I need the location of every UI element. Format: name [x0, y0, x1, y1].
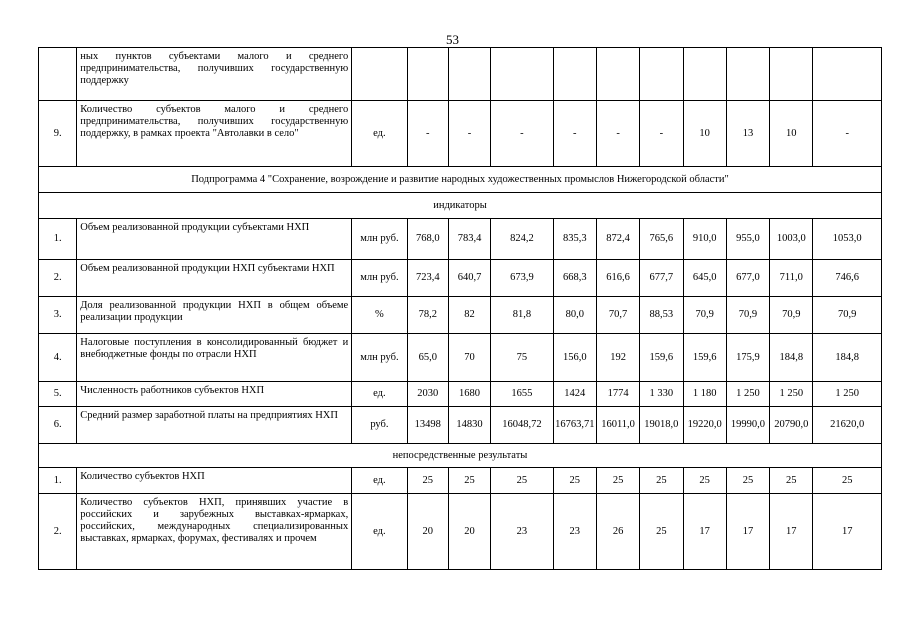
value-cell: 2030 [407, 382, 448, 407]
value-cell: 25 [491, 468, 553, 494]
value-cell: 88,53 [640, 297, 683, 334]
indicators-table [38, 47, 882, 570]
unit-cell: млн руб. [352, 334, 407, 382]
value-cell: 25 [683, 468, 726, 494]
value-cell: 159,6 [683, 334, 726, 382]
value-cell: 192 [596, 334, 639, 382]
unit-cell: ед. [352, 101, 407, 167]
value-cell: 723,4 [407, 260, 448, 297]
value-cell: 19018,0 [640, 407, 683, 444]
value-cell: - [407, 101, 448, 167]
value-cell: 872,4 [596, 219, 639, 260]
value-cell: 910,0 [683, 219, 726, 260]
indicator-name: ных пунктов субъектами малого и среднего предпринимательства, получивших государственную поддержку [77, 48, 352, 101]
value-cell: 65,0 [407, 334, 448, 382]
value-cell: 645,0 [683, 260, 726, 297]
value-cell: 16011,0 [596, 407, 639, 444]
value-cell: 1 250 [726, 382, 769, 407]
value-cell [448, 48, 490, 101]
row-number: 2. [39, 260, 77, 297]
value-cell: 20 [448, 494, 490, 570]
value-cell: 955,0 [726, 219, 769, 260]
value-cell: 20790,0 [770, 407, 813, 444]
value-cell: 616,6 [596, 260, 639, 297]
value-cell: 26 [596, 494, 639, 570]
row-number: 1. [39, 468, 77, 494]
value-cell: 25 [553, 468, 596, 494]
value-cell: 768,0 [407, 219, 448, 260]
value-cell: 17 [770, 494, 813, 570]
indicator-name: Налоговые поступления в консолидированный бюджет и внебюджетные фонды по отрасли НХП [77, 334, 352, 382]
value-cell: 70 [448, 334, 490, 382]
value-cell: 14830 [448, 407, 490, 444]
value-cell: 1680 [448, 382, 490, 407]
value-cell: 640,7 [448, 260, 490, 297]
indicator-name: Количество субъектов НХП, принявших участие в российских и зарубежных выставках-ярмарках, российских, международных специализированных выставках, ярмарках, форумах, фестивалях и прочем [77, 494, 352, 570]
value-cell: 21620,0 [813, 407, 882, 444]
row-number: 9. [39, 101, 77, 167]
table-row [39, 193, 882, 219]
row-number [39, 48, 77, 101]
value-cell: 20 [407, 494, 448, 570]
value-cell: - [553, 101, 596, 167]
table-row [39, 48, 882, 101]
value-cell [491, 48, 553, 101]
value-cell: 156,0 [553, 334, 596, 382]
value-cell: - [640, 101, 683, 167]
value-cell: 824,2 [491, 219, 553, 260]
section-header-indicators: индикаторы [39, 193, 882, 219]
value-cell: 668,3 [553, 260, 596, 297]
table-row [39, 334, 882, 382]
value-cell: 765,6 [640, 219, 683, 260]
indicator-name: Количество субъектов малого и среднего предпринимательства, получивших государственную поддержку, в рамках проекта "Автолавки в село" [77, 101, 352, 167]
value-cell: 1 330 [640, 382, 683, 407]
value-cell: 70,9 [770, 297, 813, 334]
value-cell: 16048,72 [491, 407, 553, 444]
row-number: 1. [39, 219, 77, 260]
value-cell: 175,9 [726, 334, 769, 382]
value-cell [813, 48, 882, 101]
table-row [39, 444, 882, 468]
value-cell [683, 48, 726, 101]
value-cell: 19220,0 [683, 407, 726, 444]
value-cell: 81,8 [491, 297, 553, 334]
value-cell: 13 [726, 101, 769, 167]
value-cell [726, 48, 769, 101]
value-cell: 70,9 [683, 297, 726, 334]
value-cell: 1003,0 [770, 219, 813, 260]
unit-cell [352, 48, 407, 101]
table-row [39, 219, 882, 260]
value-cell: 25 [813, 468, 882, 494]
table-row [39, 468, 882, 494]
indicator-name: Объем реализованной продукции НХП субъектами НХП [77, 260, 352, 297]
value-cell: 1774 [596, 382, 639, 407]
value-cell: 10 [683, 101, 726, 167]
row-number: 4. [39, 334, 77, 382]
value-cell: 25 [407, 468, 448, 494]
value-cell [596, 48, 639, 101]
value-cell [553, 48, 596, 101]
table-row [39, 407, 882, 444]
value-cell: 184,8 [813, 334, 882, 382]
value-cell: - [448, 101, 490, 167]
value-cell: 17 [813, 494, 882, 570]
indicator-name: Количество субъектов НХП [77, 468, 352, 494]
unit-cell: ед. [352, 382, 407, 407]
section-header-results: непосредственные результаты [39, 444, 882, 468]
value-cell: 25 [640, 468, 683, 494]
value-cell: - [596, 101, 639, 167]
indicator-name: Доля реализованной продукции НХП в общем объеме реализации продукции [77, 297, 352, 334]
value-cell: 70,7 [596, 297, 639, 334]
value-cell: 82 [448, 297, 490, 334]
value-cell [640, 48, 683, 101]
value-cell: 711,0 [770, 260, 813, 297]
value-cell: 17 [683, 494, 726, 570]
value-cell: 1053,0 [813, 219, 882, 260]
value-cell [407, 48, 448, 101]
value-cell: 677,0 [726, 260, 769, 297]
value-cell: 1 250 [770, 382, 813, 407]
value-cell: 159,6 [640, 334, 683, 382]
subprogram-title: Подпрограмма 4 "Сохранение, возрождение и развитие народных художественных промыслов Нижегородской области" [39, 167, 882, 193]
value-cell: 835,3 [553, 219, 596, 260]
value-cell: 783,4 [448, 219, 490, 260]
value-cell: 25 [640, 494, 683, 570]
value-cell: 25 [770, 468, 813, 494]
value-cell: 75 [491, 334, 553, 382]
value-cell: 17 [726, 494, 769, 570]
row-number: 6. [39, 407, 77, 444]
table-row [39, 167, 882, 193]
value-cell: 746,6 [813, 260, 882, 297]
unit-cell: млн руб. [352, 260, 407, 297]
unit-cell: ед. [352, 494, 407, 570]
table-row [39, 494, 882, 570]
value-cell: - [813, 101, 882, 167]
table-row [39, 260, 882, 297]
unit-cell: млн руб. [352, 219, 407, 260]
value-cell: 80,0 [553, 297, 596, 334]
value-cell: - [491, 101, 553, 167]
value-cell: 1 250 [813, 382, 882, 407]
unit-cell: % [352, 297, 407, 334]
value-cell: 16763,71 [553, 407, 596, 444]
value-cell: 13498 [407, 407, 448, 444]
indicator-name: Средний размер заработной платы на предприятиях НХП [77, 407, 352, 444]
value-cell: 10 [770, 101, 813, 167]
row-number: 3. [39, 297, 77, 334]
indicator-name: Объем реализованной продукции субъектами НХП [77, 219, 352, 260]
table-row [39, 382, 882, 407]
value-cell: 673,9 [491, 260, 553, 297]
value-cell: 25 [726, 468, 769, 494]
table-row [39, 297, 882, 334]
value-cell: 70,9 [726, 297, 769, 334]
indicator-name: Численность работников субъектов НХП [77, 382, 352, 407]
value-cell: 78,2 [407, 297, 448, 334]
value-cell: 23 [491, 494, 553, 570]
value-cell: 1655 [491, 382, 553, 407]
unit-cell: руб. [352, 407, 407, 444]
value-cell: 23 [553, 494, 596, 570]
value-cell: 25 [448, 468, 490, 494]
row-number: 2. [39, 494, 77, 570]
value-cell: 70,9 [813, 297, 882, 334]
page-number: 53 [446, 32, 459, 47]
value-cell: 184,8 [770, 334, 813, 382]
value-cell: 19990,0 [726, 407, 769, 444]
value-cell: 1 180 [683, 382, 726, 407]
value-cell: 25 [596, 468, 639, 494]
value-cell: 677,7 [640, 260, 683, 297]
row-number: 5. [39, 382, 77, 407]
table-row [39, 101, 882, 167]
unit-cell: ед. [352, 468, 407, 494]
value-cell: 1424 [553, 382, 596, 407]
value-cell [770, 48, 813, 101]
